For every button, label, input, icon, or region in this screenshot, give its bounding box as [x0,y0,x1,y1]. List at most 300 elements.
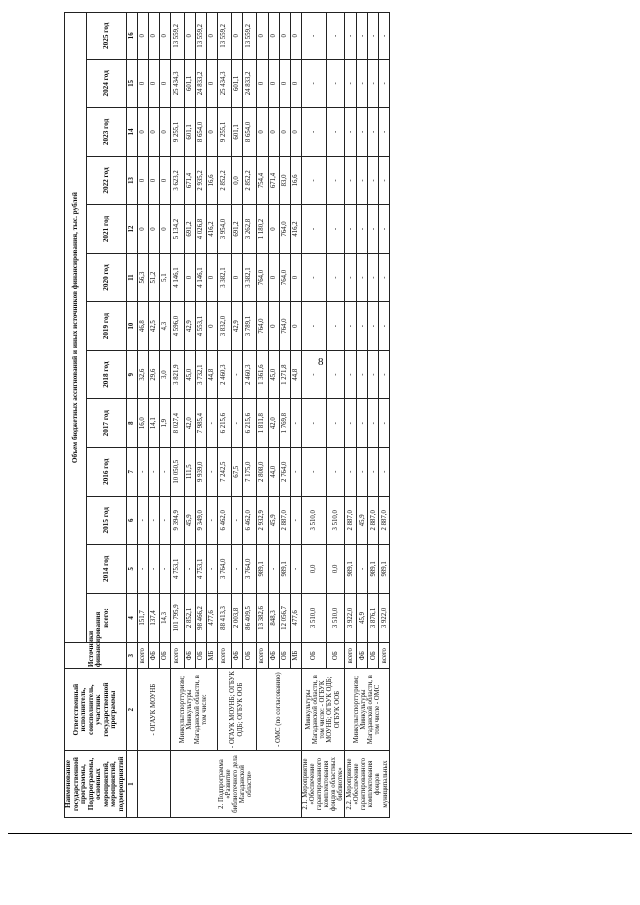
value-cell: 42,9 [184,302,195,351]
value-cell: 0 [231,253,242,302]
value-cell: 10 050,5 [170,447,184,496]
total-cell: 477,6 [290,593,301,643]
value-cell: 42,5 [148,302,159,351]
value-cell: 46,8 [137,302,148,351]
value-cell: - [379,447,390,496]
value-cell: - [301,205,326,254]
value-cell: - [345,13,357,60]
value-cell: 45,9 [184,496,195,545]
column-number: 16 [126,13,137,60]
value-cell: 416,2 [290,205,301,254]
source-cell: всего [256,643,268,669]
value-cell: - [357,302,368,351]
value-cell: 2 460,3 [242,350,256,399]
program-name-cell: 2.2. Мероприятие «Обеспечение гарантированного комплектования фондов муниципальных [345,751,390,818]
value-cell: 25 434,3 [170,59,184,108]
column-number: 7 [126,447,137,496]
value-cell: 1 180,2 [256,205,268,254]
value-cell: 0 [290,108,301,157]
value-cell: 4 553,1 [195,302,206,351]
source-cell: ОБ [279,643,290,669]
value-cell: 45,9 [268,496,279,545]
value-cell: - [357,108,368,157]
value-cell: 2 852,2 [217,156,231,205]
value-cell: 0 [159,13,170,60]
page-number: 8 [318,356,324,368]
executor-cell: - ОМС (по согласованию) [256,669,301,751]
value-cell: 3 382,1 [217,253,231,302]
value-cell: 13 559,2 [170,13,184,60]
value-cell: 0 [256,13,268,60]
value-cell: 0 [268,13,279,60]
value-cell: 1 769,8 [279,399,290,448]
value-cell: 3 821,9 [170,350,184,399]
value-cell: 44,8 [290,350,301,399]
value-cell: 0 [148,13,159,60]
value-cell: 0 [268,253,279,302]
source-cell: ФБ [231,643,242,669]
value-cell: 83,0 [279,156,290,205]
source-cell: всего [137,643,148,669]
value-cell: 3 510,0 [326,496,344,545]
executor-cell: - ОГАУК МОУНБ [137,669,170,751]
column-number: 14 [126,108,137,157]
value-cell: 671,4 [268,156,279,205]
total-cell: 12 056,7 [279,593,290,643]
column-number: 15 [126,59,137,108]
value-cell: - [357,350,368,399]
value-cell: 16,0 [137,399,148,448]
value-cell: 4 146,1 [170,253,184,302]
value-cell: - [379,13,390,60]
value-cell: - [345,253,357,302]
value-cell: 4 146,1 [195,253,206,302]
source-cell: ОБ [326,643,344,669]
header-name: Наименование государственной программы, Подпрограммы, основных мероприятий, мероприятий, подмероприятий [65,751,127,818]
value-cell: 2 935,2 [195,156,206,205]
column-number: 9 [126,350,137,399]
value-cell: 3 832,0 [217,302,231,351]
value-cell: 0 [137,205,148,254]
value-cell: - [379,302,390,351]
column-number: 11 [126,253,137,302]
value-cell: 0 [256,59,268,108]
value-cell: - [368,59,379,108]
header-year: 2015 год [87,496,126,545]
total-cell: 45,9 [357,593,368,643]
value-cell: 0,0 [231,156,242,205]
value-cell: - [290,447,301,496]
source-cell: всего [379,643,390,669]
source-cell: ФБ [357,643,368,669]
value-cell: - [379,59,390,108]
value-cell: 42,0 [184,399,195,448]
value-cell: 0 [137,156,148,205]
source-cell: ОБ [195,643,206,669]
column-number: 13 [126,156,137,205]
value-cell: - [268,545,279,594]
value-cell: 754,4 [256,156,268,205]
value-cell: 4 753,1 [195,545,206,594]
total-cell: 2 852,1 [184,593,195,643]
value-cell: - [301,13,326,60]
value-cell: - [357,59,368,108]
value-cell: - [290,545,301,594]
column-number: 5 [126,545,137,594]
value-cell: 7 175,0 [242,447,256,496]
value-cell: 0,0 [301,545,326,594]
value-cell: 6 462,0 [242,496,256,545]
value-cell: - [368,13,379,60]
value-cell: - [326,302,344,351]
value-cell: - [231,399,242,448]
value-cell: 0 [279,59,290,108]
value-cell: - [301,59,326,108]
value-cell: 416,2 [206,205,217,254]
rotated-table-frame [64,12,409,818]
value-cell: - [326,350,344,399]
header-year: 2016 год [87,447,126,496]
value-cell: 0 [268,108,279,157]
value-cell: 5,1 [159,253,170,302]
header-year: 2021 год [87,205,126,254]
source-cell: ОБ [368,643,379,669]
funding-table-sheet [64,12,409,818]
value-cell: - [159,447,170,496]
column-number: 2 [126,669,137,751]
value-cell: 0 [137,108,148,157]
value-cell: 45,0 [184,350,195,399]
total-cell: 101 795,9 [170,593,184,643]
executor-cell: - ОГАУК МОУНБ; ОГБУК ОДБ; ОГБУК ООБ [217,669,256,751]
source-cell: ФБ [268,643,279,669]
value-cell: 0 [268,205,279,254]
value-cell: 3,0 [159,350,170,399]
value-cell: 2 887,0 [368,496,379,545]
value-cell: - [368,447,379,496]
value-cell: 9 349,0 [195,496,206,545]
table-row [256,13,268,818]
value-cell: - [301,447,326,496]
value-cell: 601,1 [184,108,195,157]
value-cell: - [379,399,390,448]
value-cell: - [368,350,379,399]
value-cell: 0 [290,302,301,351]
value-cell: 0 [159,108,170,157]
total-cell: 2 003,8 [231,593,242,643]
value-cell: 671,4 [184,156,195,205]
value-cell: 6 215,6 [242,399,256,448]
value-cell: - [357,13,368,60]
value-cell: - [357,156,368,205]
source-cell: ФБ [184,643,195,669]
value-cell: - [206,496,217,545]
value-cell: - [368,253,379,302]
value-cell: - [301,302,326,351]
value-cell: 4 026,8 [195,205,206,254]
total-cell: 3 922,0 [345,593,357,643]
value-cell: - [206,447,217,496]
value-cell: 2 887,0 [379,496,390,545]
header-year: 2014 год [87,545,126,594]
column-number: 6 [126,496,137,545]
value-cell: - [345,447,357,496]
value-cell: 989,1 [279,545,290,594]
value-cell: - [301,108,326,157]
value-cell: 9 255,1 [217,108,231,157]
value-cell: 0 [206,13,217,60]
value-cell: - [159,545,170,594]
value-cell: 989,1 [256,545,268,594]
value-cell: - [345,108,357,157]
value-cell: - [137,545,148,594]
value-cell: 989,1 [345,545,357,594]
value-cell: - [137,496,148,545]
value-cell: - [148,496,159,545]
value-cell: 0 [206,108,217,157]
executor-cell: Минкультспорттуризм; Минкультуры Магаданской области, в том числе: [170,669,217,751]
header-executor: Ответственный исполнитель, соисполнитель, участник государственной программы [65,669,127,751]
value-cell: 1 361,6 [256,350,268,399]
value-cell: 0 [279,13,290,60]
value-cell: - [357,205,368,254]
column-number: 10 [126,302,137,351]
value-cell: 0 [268,59,279,108]
value-cell: 2 887,0 [345,496,357,545]
value-cell: - [345,350,357,399]
value-cell: 3 954,0 [217,205,231,254]
value-cell: 56,3 [137,253,148,302]
column-number: 3 [126,643,137,669]
value-cell: - [379,108,390,157]
total-cell: 151,7 [137,593,148,643]
horizontal-rule [8,833,632,834]
value-cell: 44,8 [206,350,217,399]
value-cell: 601,1 [184,59,195,108]
value-cell: 691,2 [231,205,242,254]
value-cell: 601,1 [231,59,242,108]
value-cell: 0 [184,13,195,60]
value-cell: 25 434,3 [217,59,231,108]
value-cell: 29,6 [148,350,159,399]
value-cell: - [345,205,357,254]
value-cell: 0 [148,59,159,108]
value-cell: - [326,205,344,254]
value-cell: 13 559,2 [195,13,206,60]
header-total: всего: [87,593,126,643]
value-cell: 6 462,0 [217,496,231,545]
value-cell: - [379,350,390,399]
program-name-cell: 2.1. Мероприятие «Обеспечение гарантированного комплектования фондов областных библиотек» [301,751,345,818]
value-cell: - [357,253,368,302]
total-cell: 3 922,0 [379,593,390,643]
value-cell: - [290,399,301,448]
column-number: 4 [126,593,137,643]
value-cell: 1 811,8 [256,399,268,448]
value-cell: - [368,205,379,254]
value-cell: 45,0 [268,350,279,399]
header-year: 2025 год [87,13,126,60]
program-name-cell: 2. Подпрограмма «Развитие библиотечного дела Магаданской области» [170,751,301,818]
value-cell: 2 460,3 [217,350,231,399]
value-cell: 3 510,0 [301,496,326,545]
value-cell: 9 394,9 [170,496,184,545]
value-cell: 1 271,8 [279,350,290,399]
source-cell: МБ [290,643,301,669]
value-cell: 2 887,0 [279,496,290,545]
value-cell: - [345,302,357,351]
value-cell: - [326,447,344,496]
header-year: 2020 год [87,253,126,302]
value-cell: - [345,59,357,108]
value-cell: 0 [290,59,301,108]
value-cell: - [301,350,326,399]
value-cell: - [290,496,301,545]
header-year: 2023 год [87,108,126,157]
value-cell: - [368,108,379,157]
value-cell: 764,0 [279,205,290,254]
value-cell: 4 753,1 [170,545,184,594]
column-number: 1 [126,751,137,818]
value-cell: 42,9 [231,302,242,351]
value-cell: - [379,156,390,205]
value-cell: 13 559,2 [242,13,256,60]
value-cell: 0 [184,253,195,302]
value-cell: 8 654,0 [242,108,256,157]
value-cell: 24 833,2 [242,59,256,108]
table-row [170,13,184,818]
source-cell: ОБ [301,643,326,669]
value-cell: 2 808,0 [256,447,268,496]
value-cell: 764,0 [256,302,268,351]
header-funding-group: Объем бюджетных ассигнований и иных источников финансирования, тыс. рублей [65,13,87,643]
total-cell: 477,6 [206,593,217,643]
value-cell: 0 [159,59,170,108]
value-cell: - [357,399,368,448]
table-row [301,13,326,818]
value-cell: - [137,447,148,496]
value-cell: 989,1 [379,545,390,594]
total-cell: 848,3 [268,593,279,643]
source-cell: ФБ [148,643,159,669]
table-row [345,13,357,818]
value-cell: - [379,253,390,302]
header-year: 2024 год [87,59,126,108]
value-cell: - [231,545,242,594]
value-cell: 51,2 [148,253,159,302]
value-cell: 0 [137,13,148,60]
column-number: 8 [126,399,137,448]
source-cell: ОБ [159,643,170,669]
value-cell: 3 382,1 [242,253,256,302]
value-cell: 4 596,0 [170,302,184,351]
value-cell: 0 [148,205,159,254]
value-cell: 8 027,4 [170,399,184,448]
value-cell: 0 [148,108,159,157]
total-cell: 137,4 [148,593,159,643]
total-cell: 86 409,5 [242,593,256,643]
total-cell: 14,3 [159,593,170,643]
value-cell: 7 242,5 [217,447,231,496]
value-cell: - [326,59,344,108]
executor-cell: Минкультспорттуризм; Минкультуры Магаданской области, в том числе - ОМС [345,669,390,751]
value-cell: - [231,350,242,399]
table-row [217,13,231,818]
value-cell: 0 [231,13,242,60]
header-year: 2018 год [87,350,126,399]
value-cell: - [368,156,379,205]
value-cell: 0 [148,156,159,205]
value-cell: 0 [137,59,148,108]
value-cell: - [368,302,379,351]
value-cell: 14,1 [148,399,159,448]
source-cell: всего [217,643,231,669]
source-cell: всего [345,643,357,669]
program-name-cell [137,751,170,818]
value-cell: - [368,399,379,448]
value-cell: 0 [279,108,290,157]
value-cell: 0 [256,108,268,157]
value-cell: - [159,496,170,545]
value-cell: 0 [206,302,217,351]
value-cell: 16,6 [290,156,301,205]
value-cell: 8 654,0 [195,108,206,157]
value-cell: - [357,447,368,496]
value-cell: - [184,545,195,594]
value-cell: 0 [159,205,170,254]
value-cell: 0 [290,13,301,60]
value-cell: 32,6 [137,350,148,399]
value-cell: 0 [206,59,217,108]
value-cell: - [206,399,217,448]
header-year: 2017 год [87,399,126,448]
total-cell: 98 466,2 [195,593,206,643]
column-number: 12 [126,205,137,254]
value-cell: 2 932,9 [256,496,268,545]
value-cell: 44,0 [268,447,279,496]
value-cell: 6 215,6 [217,399,231,448]
value-cell: 7 985,4 [195,399,206,448]
value-cell: 1,9 [159,399,170,448]
value-cell: - [326,399,344,448]
value-cell: 0 [268,302,279,351]
value-cell: 764,0 [256,253,268,302]
value-cell: 3 764,0 [217,545,231,594]
value-cell: 3 623,2 [170,156,184,205]
value-cell: - [345,156,357,205]
value-cell: 0 [290,253,301,302]
value-cell: 42,0 [268,399,279,448]
source-cell: ОБ [242,643,256,669]
value-cell: 5 134,2 [170,205,184,254]
table-body [137,13,390,818]
value-cell: 24 833,2 [195,59,206,108]
value-cell: 13 559,2 [217,13,231,60]
value-cell: 989,1 [368,545,379,594]
value-cell: - [206,545,217,594]
value-cell: 9 255,1 [170,108,184,157]
value-cell: 9 939,0 [195,447,206,496]
table-row [137,13,148,818]
value-cell: - [357,545,368,594]
funding-table [64,12,390,818]
value-cell: - [326,13,344,60]
value-cell: - [326,253,344,302]
value-cell: - [326,156,344,205]
total-cell: 13 382,6 [256,593,268,643]
total-cell: 88 413,3 [217,593,231,643]
value-cell: 3 262,8 [242,205,256,254]
